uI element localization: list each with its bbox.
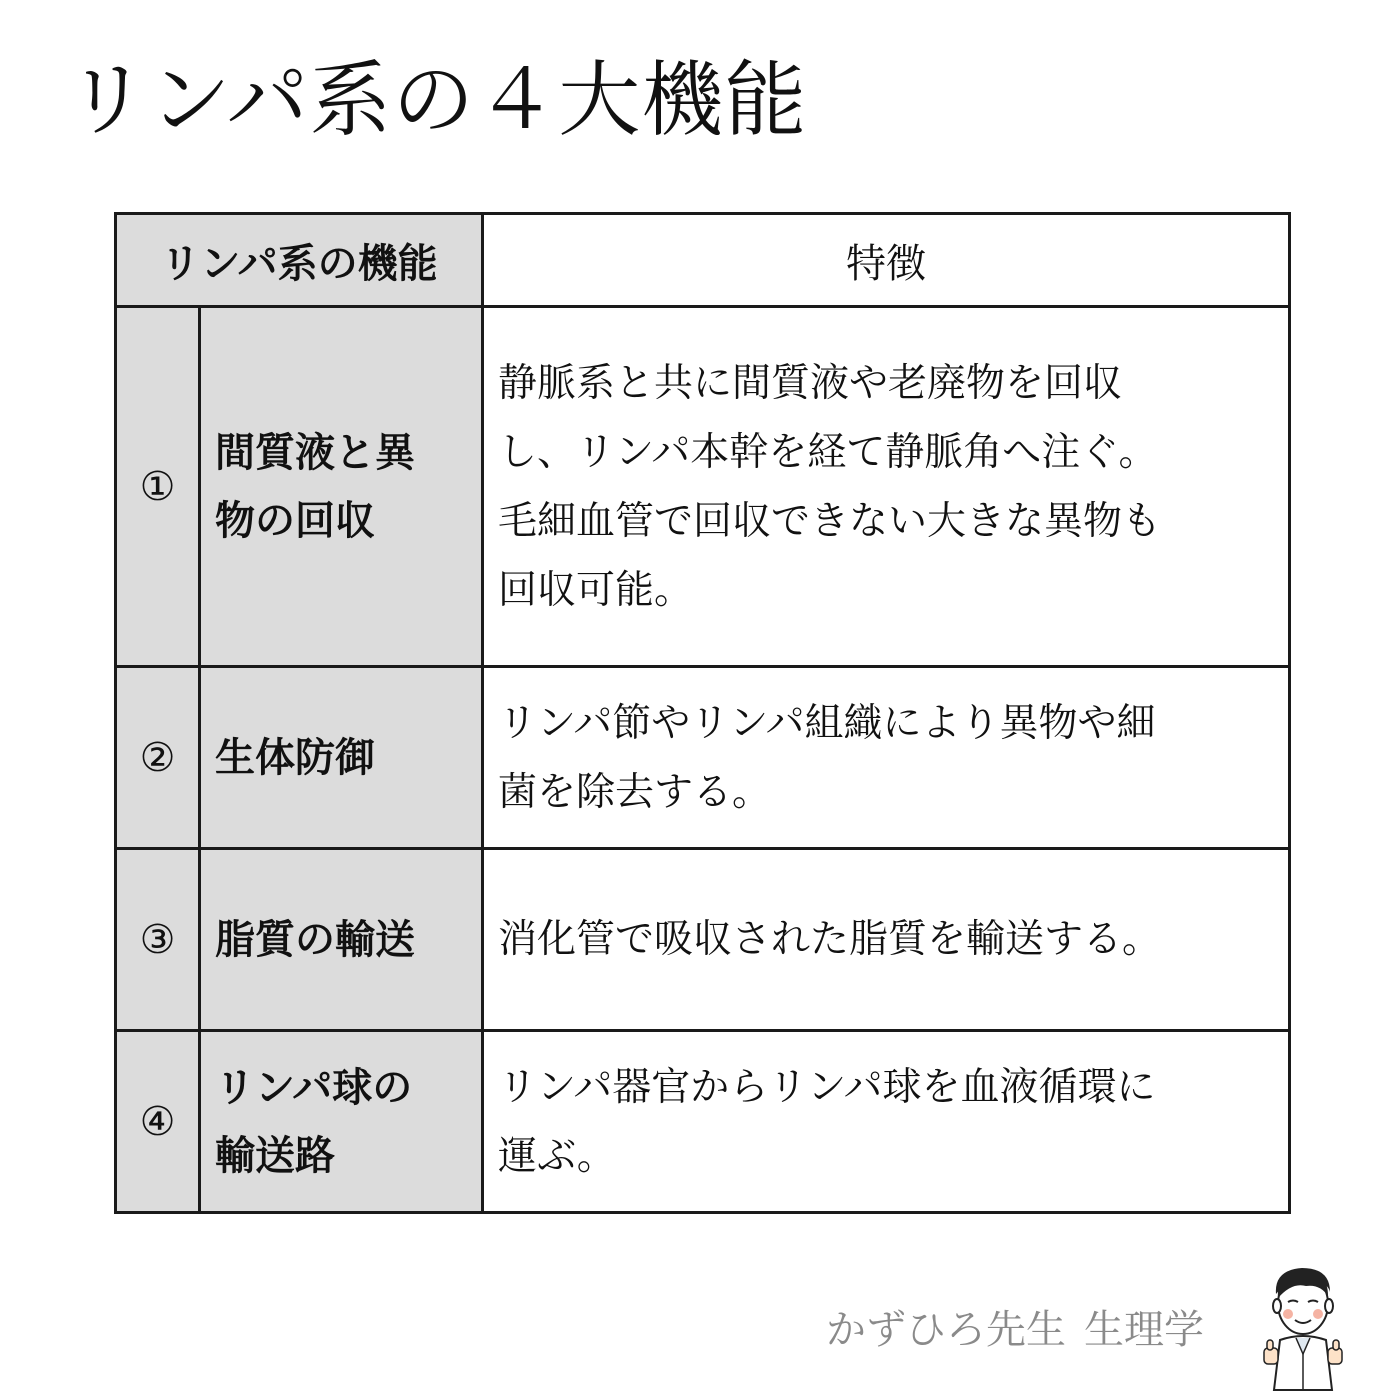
table-row (116, 307, 1290, 667)
description-line: 消化管で吸収された脂質を輸送する。 (498, 917, 1162, 962)
description-line: リンパ節やリンパ組織により異物や細 (498, 700, 1156, 746)
row-number: ③ (116, 849, 200, 1031)
page-title: リンパ系の４大機能 (66, 53, 808, 148)
function-name-line: 間質液と異 (215, 429, 415, 476)
function-name (200, 307, 483, 667)
table-row (116, 849, 1290, 1031)
description-line: 毛細血管で回収できない大きな異物も (498, 498, 1162, 544)
subject-name: 生理学 (1084, 1307, 1204, 1353)
feature-description (483, 849, 1290, 1031)
row-number: ② (116, 667, 200, 849)
description-line: 菌を除去する。 (498, 769, 772, 815)
description-line: 回収可能。 (498, 567, 694, 613)
function-name-line: リンパ球の (215, 1064, 413, 1111)
functions-table (114, 212, 1291, 1214)
footer-credit (826, 1298, 1204, 1355)
function-name (200, 667, 483, 849)
description-line: リンパ器官からリンパ球を血液循環に (498, 1064, 1156, 1110)
function-name-line: 脂質の輸送 (215, 916, 415, 963)
function-name-line: 生体防御 (215, 734, 375, 781)
header-feature: 特徴 (483, 214, 1290, 307)
row-number: ④ (116, 1031, 200, 1213)
table-row (116, 1031, 1290, 1213)
description-line: 運ぶ。 (498, 1133, 616, 1179)
feature-description (483, 307, 1290, 667)
author-name: かずひろ先生 (826, 1307, 1066, 1353)
function-name-line: 輸送路 (215, 1132, 335, 1179)
feature-description (483, 667, 1290, 849)
description-line: し、リンパ本幹を経て静脈角へ注ぐ。 (498, 429, 1158, 475)
row-number: ① (116, 307, 200, 667)
teacher-avatar-icon (1262, 1262, 1344, 1396)
description-line: 静脈系と共に間質液や老廃物を回収 (498, 360, 1123, 406)
function-name (200, 1031, 483, 1213)
table-row (116, 667, 1290, 849)
header-function: リンパ系の機能 (116, 214, 483, 307)
feature-description (483, 1031, 1290, 1213)
function-name-line: 物の回収 (215, 497, 375, 544)
function-name (200, 849, 483, 1031)
table-header-row (116, 214, 1290, 307)
